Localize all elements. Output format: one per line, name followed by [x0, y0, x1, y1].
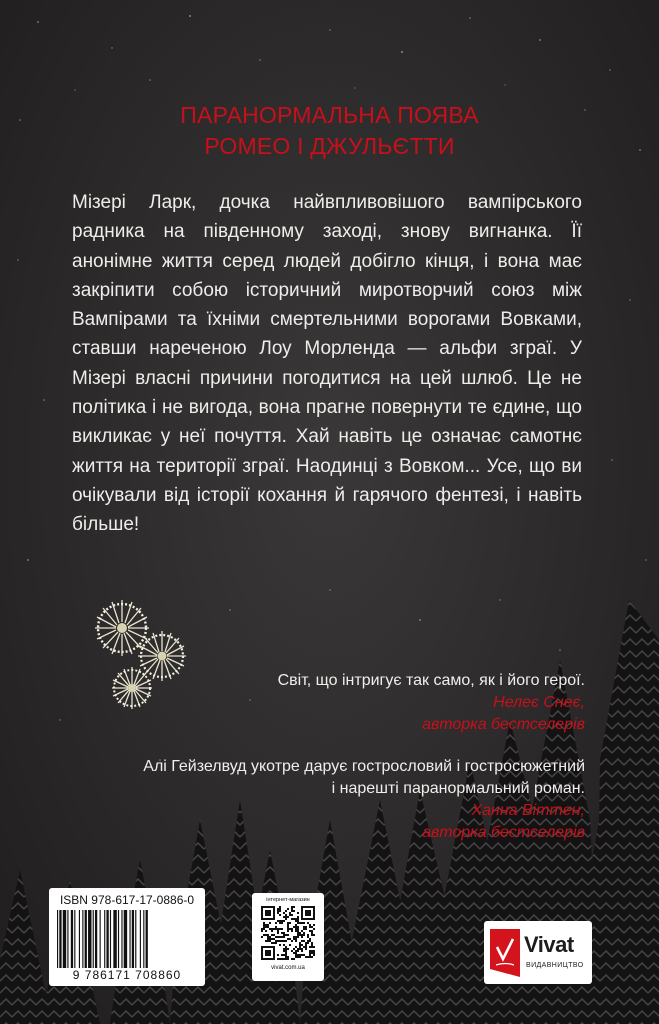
blurb-text: Мізері Ларк, дочка найвпливовішого вампірського радника на південному заході, знову вигнанка. Її анонімне життя серед людей добігло кінця, і вона має закріпити собою історичний миротворчий союз між Вампірами та їхніми смертельними ворогами Вовками, ставши нареченою Лоу Морленда — альфи зграї. У Мізері власні причини погодитися на цей шлюб. Це не політика і не вигода, вона прагне повернути те єдине, що викликає у неї почуття. Хай навіть це означає самотнє життя на території зграї. Наодинці з Вовком... Усе, що ви очікували від історії кохання й гарячого фентезі, і навіть більше!	[72, 192, 582, 536]
qr-module	[277, 910, 279, 912]
qr-module	[283, 944, 285, 946]
qr-module	[283, 948, 285, 950]
qr-module	[307, 942, 309, 944]
qr-module	[271, 934, 273, 936]
qr-module	[303, 922, 305, 924]
barcode-bar	[140, 910, 141, 968]
qr-module	[313, 928, 315, 930]
qr-module	[279, 922, 281, 924]
barcode-bar	[104, 910, 105, 968]
barcode-bar	[132, 910, 134, 968]
qr-module	[295, 940, 297, 942]
qr-module	[293, 910, 295, 912]
qr-module	[291, 914, 293, 916]
qr-module	[271, 928, 273, 930]
qr-module	[287, 928, 289, 930]
qr-module	[303, 932, 305, 934]
qr-module	[303, 940, 305, 942]
isbn-number: ISBN 978-617-17-0886-0	[59, 893, 195, 907]
qr-module	[299, 948, 301, 950]
qr-module	[309, 938, 311, 940]
qr-module	[313, 952, 315, 954]
quote-author-role: авторка бестселерів	[422, 716, 585, 733]
barcode-bar	[135, 910, 136, 968]
barcode-bar	[124, 910, 127, 968]
qr-module	[277, 940, 279, 942]
qr-module	[283, 912, 285, 914]
qr-module	[299, 932, 301, 934]
barcode-bar	[113, 910, 116, 968]
qr-module	[301, 934, 303, 936]
qr-module	[295, 930, 297, 932]
qr-module	[287, 948, 289, 950]
qr-module	[299, 956, 301, 958]
qr-module	[281, 936, 283, 938]
qr-module	[287, 956, 289, 958]
qr-module	[261, 930, 263, 932]
qr-module	[307, 934, 309, 936]
qr-module	[279, 940, 281, 942]
qr-finder-pattern	[305, 910, 311, 916]
qr-module	[261, 936, 263, 938]
qr-module	[299, 946, 301, 948]
qr-module	[295, 938, 297, 940]
qr-module	[281, 932, 283, 934]
qr-module	[281, 928, 283, 930]
qr-module	[267, 938, 269, 940]
qr-module	[305, 948, 307, 950]
qr-module	[313, 924, 315, 926]
qr-module	[285, 946, 287, 948]
qr-module	[283, 954, 285, 956]
qr-module	[297, 950, 299, 952]
qr-module	[295, 928, 297, 930]
qr-module	[279, 906, 281, 908]
qr-module	[287, 934, 289, 936]
qr-module	[285, 952, 287, 954]
qr-module	[285, 934, 287, 936]
barcode-bar	[82, 910, 83, 968]
qr-module	[301, 930, 303, 932]
qr-module	[295, 936, 297, 938]
barcode-bar	[95, 910, 97, 968]
qr-module	[293, 958, 295, 960]
qr-module	[297, 922, 299, 924]
qr-module	[299, 922, 301, 924]
qr-module	[281, 958, 283, 960]
qr-module	[303, 954, 305, 956]
qr-module	[267, 936, 269, 938]
quote-text: Світ, що інтригує так само, як і його герої.	[277, 672, 585, 689]
barcode-bar	[63, 910, 66, 968]
qr-finder-pattern	[265, 950, 271, 956]
qr-module	[313, 934, 315, 936]
qr-module	[293, 906, 295, 908]
qr-code	[261, 906, 315, 960]
qr-module	[309, 940, 311, 942]
qr-module	[275, 940, 277, 942]
qr-module	[293, 926, 295, 928]
qr-module	[309, 930, 311, 932]
barcode-bar	[100, 910, 101, 968]
qr-module	[299, 944, 301, 946]
qr-module	[279, 944, 281, 946]
barcode-bar	[118, 910, 119, 968]
qr-module	[301, 936, 303, 938]
qr-finder-pattern	[265, 910, 271, 916]
qr-module	[287, 922, 289, 924]
qr-module	[293, 918, 295, 920]
qr-module	[289, 912, 291, 914]
qr-module	[263, 926, 265, 928]
qr-module	[265, 926, 267, 928]
qr-module	[285, 916, 287, 918]
qr-module	[305, 956, 307, 958]
quote-author: Нелеє Снеє,	[493, 694, 585, 711]
qr-module	[303, 934, 305, 936]
qr-module	[285, 950, 287, 952]
qr-module	[307, 940, 309, 942]
qr-module	[307, 956, 309, 958]
qr-module	[287, 938, 289, 940]
barcode-bar	[110, 910, 111, 968]
qr-module	[311, 932, 313, 934]
qr-module	[293, 938, 295, 940]
qr-module	[301, 954, 303, 956]
quote-text-line-1: Алі Гейзелвуд укотре дарує гострословий і гостросюжетний	[143, 758, 585, 775]
qr-module	[301, 922, 303, 924]
qr-module	[299, 954, 301, 956]
qr-module	[297, 948, 299, 950]
qr-module	[275, 926, 277, 928]
barcode-bar	[106, 910, 108, 968]
qr-module	[285, 914, 287, 916]
qr-module	[263, 922, 265, 924]
quote-author-role: авторка бестселерів	[422, 824, 585, 841]
qr-module	[309, 926, 311, 928]
qr-module	[271, 930, 273, 932]
qr-module	[305, 942, 307, 944]
qr-module	[275, 942, 277, 944]
qr-label: інтернет-магазин	[266, 897, 310, 903]
barcode-bar	[57, 910, 58, 968]
publisher-name: Vivat	[524, 932, 574, 957]
barcode-bar	[143, 910, 144, 968]
qr-module	[263, 928, 265, 930]
qr-module	[297, 936, 299, 938]
qr-module	[287, 926, 289, 928]
review-quote-2	[143, 756, 585, 844]
qr-module	[273, 938, 275, 940]
qr-module	[305, 926, 307, 928]
qr-module	[289, 922, 291, 924]
qr-module	[277, 954, 279, 956]
qr-module	[263, 924, 265, 926]
qr-module	[275, 922, 277, 924]
barcode-bar	[88, 910, 91, 968]
barcode-bar	[129, 910, 130, 968]
publisher-logo	[484, 921, 592, 984]
qr-module	[299, 942, 301, 944]
qr-module	[285, 918, 287, 920]
barcode-bar	[74, 910, 75, 968]
qr-module	[277, 958, 279, 960]
qr-module	[271, 942, 273, 944]
qr-module	[273, 934, 275, 936]
qr-module	[297, 918, 299, 920]
qr-module	[297, 954, 299, 956]
qr-module	[285, 954, 287, 956]
qr-module	[309, 924, 311, 926]
qr-module	[289, 938, 291, 940]
review-quote-1	[278, 670, 585, 736]
qr-module	[311, 926, 313, 928]
barcode-bar	[79, 910, 80, 968]
qr-module	[283, 936, 285, 938]
qr-module	[309, 952, 311, 954]
isbn-barcode	[49, 888, 205, 986]
qr-module	[265, 934, 267, 936]
barcode-bar	[93, 910, 94, 968]
qr-module	[291, 930, 293, 932]
qr-module	[285, 948, 287, 950]
qr-module	[279, 920, 281, 922]
qr-module	[279, 914, 281, 916]
qr-module	[289, 928, 291, 930]
quote-text-line-2: і нарешті паранормальний роман.	[331, 780, 585, 797]
barcode-bars	[57, 910, 197, 968]
barcode-bar	[85, 910, 87, 968]
qr-module	[297, 912, 299, 914]
qr-module	[261, 928, 263, 930]
qr-module	[285, 940, 287, 942]
qr-code-block	[252, 893, 324, 981]
qr-module	[301, 944, 303, 946]
qr-module	[269, 940, 271, 942]
qr-module	[295, 950, 297, 952]
qr-module	[275, 928, 277, 930]
qr-module	[269, 928, 271, 930]
qr-module	[295, 956, 297, 958]
qr-module	[281, 922, 283, 924]
white-flowers-illustration	[80, 596, 200, 711]
qr-module	[297, 956, 299, 958]
qr-module	[297, 926, 299, 928]
headline	[0, 100, 659, 162]
qr-module	[309, 956, 311, 958]
qr-module	[311, 930, 313, 932]
qr-module	[303, 928, 305, 930]
qr-module	[277, 932, 279, 934]
qr-module	[269, 938, 271, 940]
qr-module	[291, 958, 293, 960]
qr-module	[265, 924, 267, 926]
vivat-logo-icon	[490, 929, 520, 977]
qr-module	[301, 950, 303, 952]
qr-module	[291, 950, 293, 952]
qr-module	[285, 956, 287, 958]
qr-module	[277, 928, 279, 930]
barcode-bar	[67, 910, 68, 968]
qr-module	[313, 950, 315, 952]
qr-module	[303, 926, 305, 928]
qr-module	[307, 936, 309, 938]
qr-module	[279, 936, 281, 938]
qr-module	[301, 940, 303, 942]
qr-module	[265, 930, 267, 932]
qr-module	[291, 940, 293, 942]
quote-author: Ханна Віттен,	[471, 802, 585, 819]
qr-module	[267, 940, 269, 942]
qr-module	[295, 926, 297, 928]
qr-module	[277, 920, 279, 922]
qr-module	[287, 930, 289, 932]
qr-module	[297, 930, 299, 932]
qr-module	[267, 924, 269, 926]
qr-module	[273, 942, 275, 944]
qr-module	[291, 918, 293, 920]
qr-module	[293, 948, 295, 950]
qr-module	[287, 908, 289, 910]
qr-module	[309, 946, 311, 948]
barcode-bar	[121, 910, 122, 968]
qr-module	[277, 908, 279, 910]
qr-module	[283, 932, 285, 934]
qr-module	[291, 928, 293, 930]
qr-module	[297, 934, 299, 936]
qr-module	[311, 934, 313, 936]
qr-module	[309, 954, 311, 956]
qr-module	[269, 936, 271, 938]
qr-module	[295, 954, 297, 956]
qr-module	[295, 952, 297, 954]
qr-module	[307, 922, 309, 924]
qr-module	[311, 956, 313, 958]
qr-module	[311, 944, 313, 946]
qr-module	[303, 946, 305, 948]
book-blurb	[72, 188, 582, 540]
qr-module	[293, 952, 295, 954]
barcode-digits: 9 786171 708860	[72, 968, 182, 982]
qr-module	[267, 926, 269, 928]
qr-module	[277, 930, 279, 932]
qr-module	[309, 950, 311, 952]
qr-module	[281, 954, 283, 956]
qr-module	[289, 914, 291, 916]
qr-module	[289, 944, 291, 946]
qr-module	[287, 924, 289, 926]
qr-module	[285, 958, 287, 960]
qr-module	[281, 940, 283, 942]
qr-module	[285, 910, 287, 912]
qr-module	[281, 920, 283, 922]
qr-module	[297, 932, 299, 934]
qr-module	[269, 922, 271, 924]
qr-module	[267, 934, 269, 936]
qr-module	[283, 940, 285, 942]
headline-line-2: РОМЕО І ДЖУЛЬЄТТИ	[204, 133, 455, 159]
qr-module	[283, 958, 285, 960]
qr-module	[311, 946, 313, 948]
qr-module	[311, 950, 313, 952]
publisher-subtitle: ВИДАВНИЦТВО	[526, 962, 584, 969]
headline-line-1: ПАРАНОРМАЛЬНА ПОЯВА	[180, 102, 479, 128]
qr-module	[311, 952, 313, 954]
qr-module	[295, 918, 297, 920]
qr-module	[305, 928, 307, 930]
qr-module	[279, 910, 281, 912]
qr-module	[279, 958, 281, 960]
qr-module	[291, 910, 293, 912]
qr-module	[297, 928, 299, 930]
barcode-bar	[59, 910, 61, 968]
qr-module	[287, 916, 289, 918]
qr-module	[273, 928, 275, 930]
qr-module	[305, 944, 307, 946]
qr-module	[279, 928, 281, 930]
qr-module	[311, 942, 313, 944]
qr-module	[301, 948, 303, 950]
qr-module	[263, 934, 265, 936]
qr-module	[283, 916, 285, 918]
qr-module	[299, 934, 301, 936]
qr-url: vivat.com.ua	[271, 965, 305, 971]
qr-module	[295, 924, 297, 926]
qr-module	[283, 950, 285, 952]
qr-module	[291, 908, 293, 910]
qr-module	[305, 946, 307, 948]
qr-module	[293, 936, 295, 938]
qr-module	[283, 934, 285, 936]
qr-module	[279, 908, 281, 910]
qr-module	[313, 946, 315, 948]
qr-module	[291, 906, 293, 908]
qr-module	[277, 912, 279, 914]
qr-module	[313, 954, 315, 956]
qr-module	[297, 916, 299, 918]
qr-module	[271, 938, 273, 940]
qr-module	[287, 958, 289, 960]
qr-module	[275, 936, 277, 938]
qr-module	[265, 940, 267, 942]
qr-module	[295, 920, 297, 922]
qr-module	[283, 920, 285, 922]
qr-module	[277, 936, 279, 938]
barcode-bar	[71, 910, 73, 968]
qr-module	[297, 920, 299, 922]
barcode-bar	[146, 910, 148, 968]
qr-module	[295, 946, 297, 948]
